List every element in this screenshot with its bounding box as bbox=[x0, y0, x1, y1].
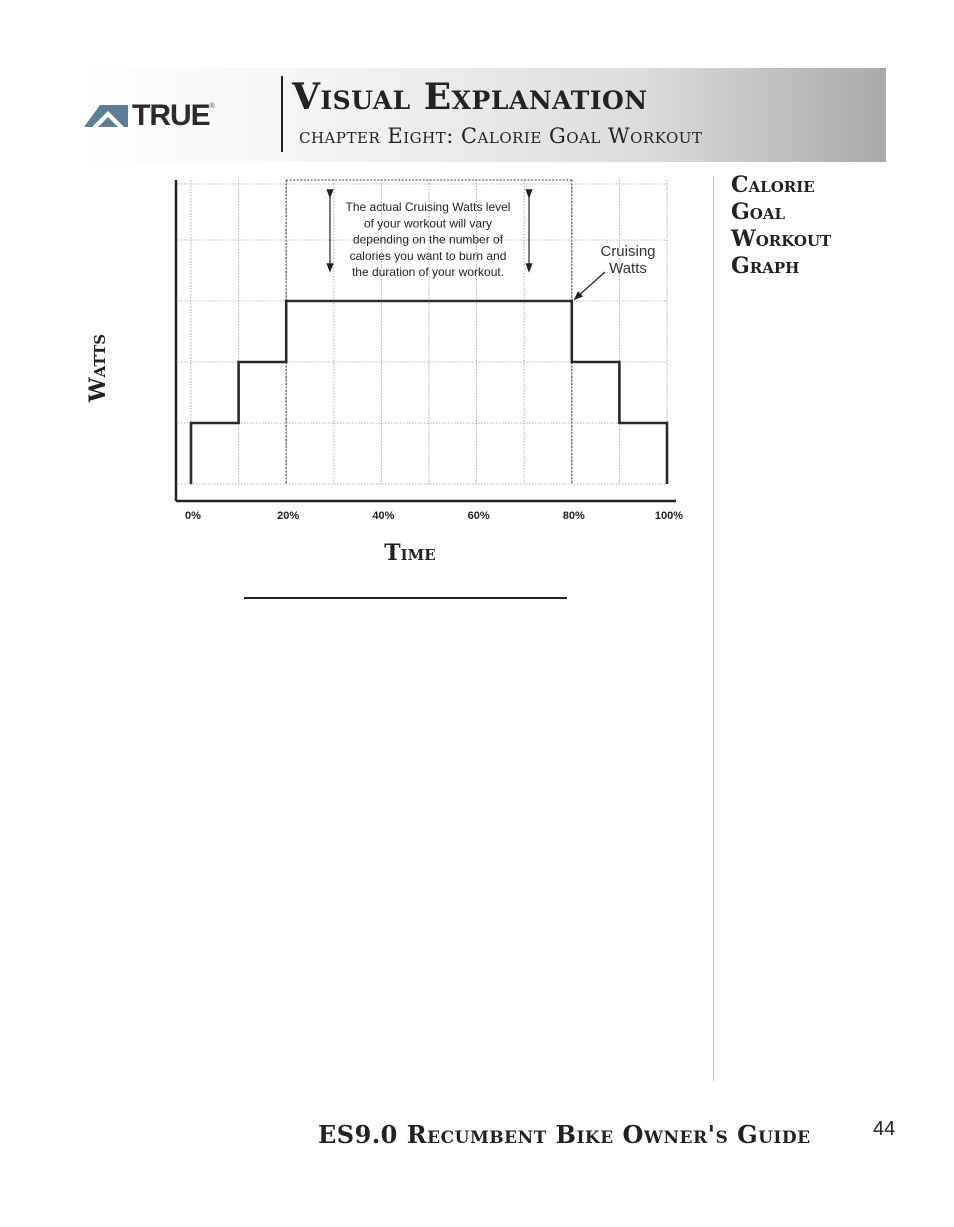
annotation-note-line: The actual Cruising Watts level bbox=[345, 200, 511, 214]
sidebar-heading-line: Workout bbox=[731, 226, 832, 252]
annotation-note-line: depending on the number of bbox=[352, 232, 504, 247]
logo-text: TRUE bbox=[132, 99, 210, 132]
logo-mountain-icon bbox=[84, 105, 128, 127]
x-axis-label: Time bbox=[384, 540, 436, 566]
x-tick-label: 40% bbox=[372, 510, 395, 522]
cruising-watts-label: Cruising bbox=[600, 243, 656, 260]
annotation-note-line: of your workout will vary bbox=[363, 216, 493, 231]
annotation-note-line: calories you want to burn and bbox=[349, 248, 507, 263]
chart-annotations bbox=[330, 194, 656, 297]
x-tick-label: 0% bbox=[185, 510, 201, 522]
workout-chart bbox=[60, 170, 700, 530]
sidebar-divider bbox=[713, 176, 714, 1081]
horizontal-rule bbox=[244, 597, 567, 599]
header-divider bbox=[281, 76, 283, 152]
footer-title: ES9.0 Recumbent Bike Owner's Guide bbox=[318, 1120, 811, 1149]
annotation-note-line: the duration of your workout. bbox=[351, 265, 505, 280]
page-title: Visual Explanation bbox=[292, 76, 648, 118]
logo-trademark: ® bbox=[209, 103, 215, 110]
cruising-watts-label: Watts bbox=[609, 260, 647, 277]
y-axis-label: Watts bbox=[85, 333, 111, 403]
true-logo bbox=[84, 99, 254, 132]
x-tick-label: 100% bbox=[654, 510, 684, 522]
cruising-pointer-arrow bbox=[577, 272, 605, 297]
x-tick-label: 80% bbox=[562, 510, 585, 522]
x-tick-labels bbox=[185, 510, 683, 522]
sidebar-heading-line: Goal bbox=[731, 199, 786, 225]
x-tick-label: 60% bbox=[467, 510, 490, 522]
chapter-subtitle: chapter Eight: Calorie Goal Workout bbox=[299, 124, 703, 148]
sidebar-heading bbox=[731, 172, 931, 280]
x-tick-label: 20% bbox=[277, 510, 300, 522]
page-number: 44 bbox=[873, 1118, 896, 1140]
sidebar-heading-line: Graph bbox=[731, 253, 800, 279]
sidebar-heading-line: Calorie bbox=[731, 172, 815, 198]
